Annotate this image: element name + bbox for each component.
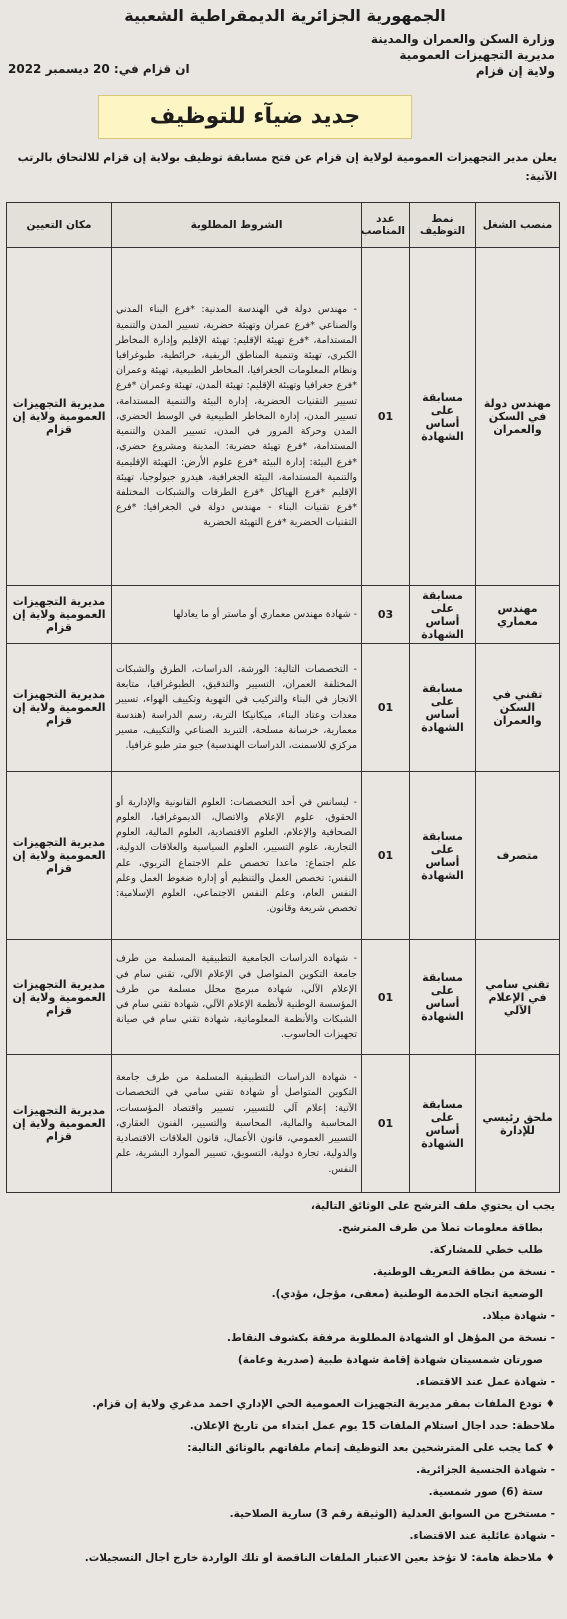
post-cell: ملحق رئيسي للإدارة bbox=[476, 1055, 560, 1193]
table-row bbox=[7, 248, 560, 586]
list-item: يجب أن يحتوي ملف الترشح على الوثائق التالية، bbox=[310, 1200, 555, 1212]
conditions-cell: - ليسانس في أحد التخصصات: العلوم القانونية والإدارية أو الحقوق، علوم الإعلام والاتصال، الديموغرافيا، العلوم الصحافية والإعلام، العلوم الاقتصادية، العلوم المالية، العلوم التجارية، علوم التسيير، العلوم السياسية والعلاقات الدولية، علم اجتماع: ماعدا تخصص علم الاجتماع التربوي، علم النفس: تخصص العمل والتنظيم أو إدارة ضغوط العمل وعلم النفس العام، وعلم النفس الاجتماعي، العلوم الإسلامية: تخصص شريعة وقانون. bbox=[112, 772, 362, 940]
post-cell: مهندس دولة في السكن والعمران bbox=[476, 248, 560, 586]
list-item: بطاقة معلومات تملأ من طرف المترشح. bbox=[338, 1222, 543, 1234]
list-item: - نسخة من المؤهل أو الشهادة المطلوبة مرفقة بكشوف النقاط. bbox=[227, 1332, 555, 1344]
mode-cell: مسابقة على أساس الشهادة bbox=[410, 248, 476, 586]
list-item: ♦ تودع الملفات بمقر مديرية التجهيزات العمومية الحي الإداري احمد مدغري ولاية إن قزام. bbox=[92, 1398, 555, 1410]
table-row bbox=[7, 940, 560, 1055]
mode-cell: مسابقة على أساس الشهادة bbox=[410, 1055, 476, 1193]
count-cell: 01 bbox=[362, 1055, 410, 1193]
list-item: - شهادة الجنسية الجزائرية. bbox=[416, 1464, 555, 1476]
list-item: ملاحظة: حدد أجال استلام الملفات 15 يوم عمل ابتداء من تاريخ الإعلان. bbox=[189, 1420, 555, 1432]
table-row bbox=[7, 772, 560, 940]
list-item: - شهادة عمل عند الاقتضاء. bbox=[415, 1376, 555, 1388]
mode-cell: مسابقة على أساس الشهادة bbox=[410, 586, 476, 644]
table-row bbox=[7, 1055, 560, 1193]
wilaya-line: ولاية إن قزام bbox=[475, 64, 555, 78]
place-cell: مديرية التجهيزات العمومية ولاية إن قزام bbox=[7, 248, 112, 586]
list-item: - مستخرج من السوابق العدلية (الوثيقة رقم 3) سارية الصلاحية. bbox=[229, 1508, 555, 1520]
count-cell: 03 bbox=[362, 586, 410, 644]
list-item: طلب خطي للمشاركة. bbox=[429, 1244, 543, 1256]
mode-cell: مسابقة على أساس الشهادة bbox=[410, 772, 476, 940]
conditions-cell: - شهادة الدراسات التطبيقية المسلمة من طرف جامعة التكوين المتواصل أو شهادة تقني سامي في التخصصات الآتية: إعلام آلي للتسيير، تسيير واقتصاد المؤسسات، المحاسبة والمالية، المحاسبة والتسيير، الفنون العقاري، التسيير العمومي، قانون الأعمال، قانون العلاقات الاقتصادية والدولية، تجارة دولية، التسويق، تسيير الموارد البشرية، علم النفس. bbox=[112, 1055, 362, 1193]
list-item: ♦ ملاحظة هامة: لا تؤخذ بعين الاعتبار الملفات الناقصة أو تلك الواردة خارج أجال التسجيلات. bbox=[84, 1552, 555, 1564]
count-cell: 01 bbox=[362, 940, 410, 1055]
promo-banner: جديد ضيآء للتوظيف bbox=[98, 95, 412, 139]
table-row bbox=[7, 644, 560, 772]
count-cell: 01 bbox=[362, 644, 410, 772]
directorate-line: مديرية التجهيزات العمومية bbox=[399, 48, 555, 62]
mode-cell: مسابقة على أساس الشهادة bbox=[410, 940, 476, 1055]
list-item: ♦ كما يجب على المترشحين بعد التوظيف إتمام ملفاتهم بالوثائق التالية: bbox=[187, 1442, 555, 1454]
post-cell: متصرف bbox=[476, 772, 560, 940]
post-cell: مهندس معماري bbox=[476, 586, 560, 644]
ministry-line: وزارة السكن والعمران والمدينة bbox=[370, 32, 555, 46]
conditions-cell: - شهادة مهندس معماري أو ماستر أو ما يعادلها bbox=[112, 586, 362, 644]
date-line: ان قزام في: 20 ديسمبر 2022 bbox=[8, 62, 190, 76]
count-cell: 01 bbox=[362, 772, 410, 940]
list-item: الوضعية اتجاه الخدمة الوطنية (معفى، مؤجل، مؤدي). bbox=[271, 1288, 543, 1300]
post-cell: تقني سامي في الإعلام الآلي bbox=[476, 940, 560, 1055]
table-row bbox=[7, 586, 560, 644]
list-item: صورتان شمسيتان شهادة إقامة شهادة طبية (صدرية وعامة) bbox=[237, 1354, 543, 1366]
documents-list bbox=[10, 1200, 555, 1574]
republic-title: الجمهورية الجزائرية الديمقراطية الشعبية bbox=[124, 6, 446, 25]
col-header-mode: نمط التوظيف bbox=[410, 203, 476, 248]
place-cell: مديرية التجهيزات العمومية ولاية إن قزام bbox=[7, 586, 112, 644]
place-cell: مديرية التجهيزات العمومية ولاية إن قزام bbox=[7, 940, 112, 1055]
intro-text: يعلن مدير التجهيزات العمومية لولاية إن قزام عن فتح مسابقة توظيف بولاية إن قزام للالتحاق بالرتب الآتية: bbox=[17, 151, 557, 183]
table-header-row bbox=[7, 203, 560, 248]
col-header-conditions: الشروط المطلوبة bbox=[112, 203, 362, 248]
conditions-cell: - مهندس دولة في الهندسة المدنية: *فرع البناء المدني والصناعي *فرع عمران وتهيئة حضرية، تسيير المدن والتنمية المستدامة، *فرع تهيئة الإقليم: تهيئة الإقليم وإدارة المخاطر الكبرى، تهيئة وتنمية المناطق الريفية، خرائطية، طبوغرافيا ونظام المعلومات الجغرافيا، المخاطر الطبيعية، تهيئة وعمران *فرع جغرافيا وتهيئة الإقليم: تهيئة المدن، تهيئة وعمران *فرع تسيير التقنيات الحضرية، إدارة البيئة والتنمية المستدامة، تسيير المدن، إدارة المخاطر الطبيعية في الوسط الحضري، المدن وحركة المرور في المدن، تسيير المدن والتنمية المستدامة، *فرع تهيئة حضرية: المدينة ومشروع حضري، *فرع البيئة: إدارة البيئة *فرع علوم الأرض: التهيئة الإقليمية والتنمية المستدامة، البيئة الجغرافية، هيدرو جيولوجيا، تهيئة الإقليم *فرع الهياكل *فرع الطرقات والشبكات المختلفة *فرع تقنيات البناء - مهندس دولة في الجغرافيا: *فرع التقنيات الحضرية *فرع التهيئة الحضرية bbox=[112, 248, 362, 586]
positions-table bbox=[6, 202, 560, 1193]
col-header-count: عدد المناصب bbox=[362, 203, 410, 248]
list-item: - شهادة ميلاد. bbox=[482, 1310, 555, 1322]
col-header-place: مكان التعيين bbox=[7, 203, 112, 248]
mode-cell: مسابقة على أساس الشهادة bbox=[410, 644, 476, 772]
list-item: - شهادة عائلية عند الاقتضاء. bbox=[409, 1530, 555, 1542]
count-cell: 01 bbox=[362, 248, 410, 586]
post-cell: تقني في السكن والعمران bbox=[476, 644, 560, 772]
place-cell: مديرية التجهيزات العمومية ولاية إن قزام bbox=[7, 1055, 112, 1193]
conditions-cell: - التخصصات التالية: الورشة، الدراسات، الطرق والشبكات المختلفة العمران، التسيير والتدقيق، الطبوغرافيا، متابعة الانجاز في البناء والتركيب في التهوية وتكييف الهواء، تسيير معدات وعتاد البناء، ميكانيكا التربة، رسم الدراسة (هندسة معمارية، خرسانة مسلحة، التبريد الصناعي والتكييف، مسير مركزي للاسمنت، الدراسات الهندسية) جيو متر طبو غرافيا. bbox=[112, 644, 362, 772]
conditions-cell: - شهادة الدراسات الجامعية التطبيقية المسلمة من طرف جامعة التكوين المتواصل في الإعلام الآلي، تقني سام في الإعلام الآلي، شهادة مبرمج محلل مسلمة من طرف المؤسسة الوطنية لأنظمة الإعلام الآلي، شهادة تقني سام في الشبكات والأنظمة المعلوماتية، شهادة تقني سام في صيانة تجهيزات الحاسوب. bbox=[112, 940, 362, 1055]
list-item: ستة (6) صور شمسية. bbox=[428, 1486, 543, 1498]
list-item: - نسخة من بطاقة التعريف الوطنية. bbox=[372, 1266, 555, 1278]
place-cell: مديرية التجهيزات العمومية ولاية إن قزام bbox=[7, 772, 112, 940]
col-header-post: منصب الشغل bbox=[476, 203, 560, 248]
place-cell: مديرية التجهيزات العمومية ولاية إن قزام bbox=[7, 644, 112, 772]
